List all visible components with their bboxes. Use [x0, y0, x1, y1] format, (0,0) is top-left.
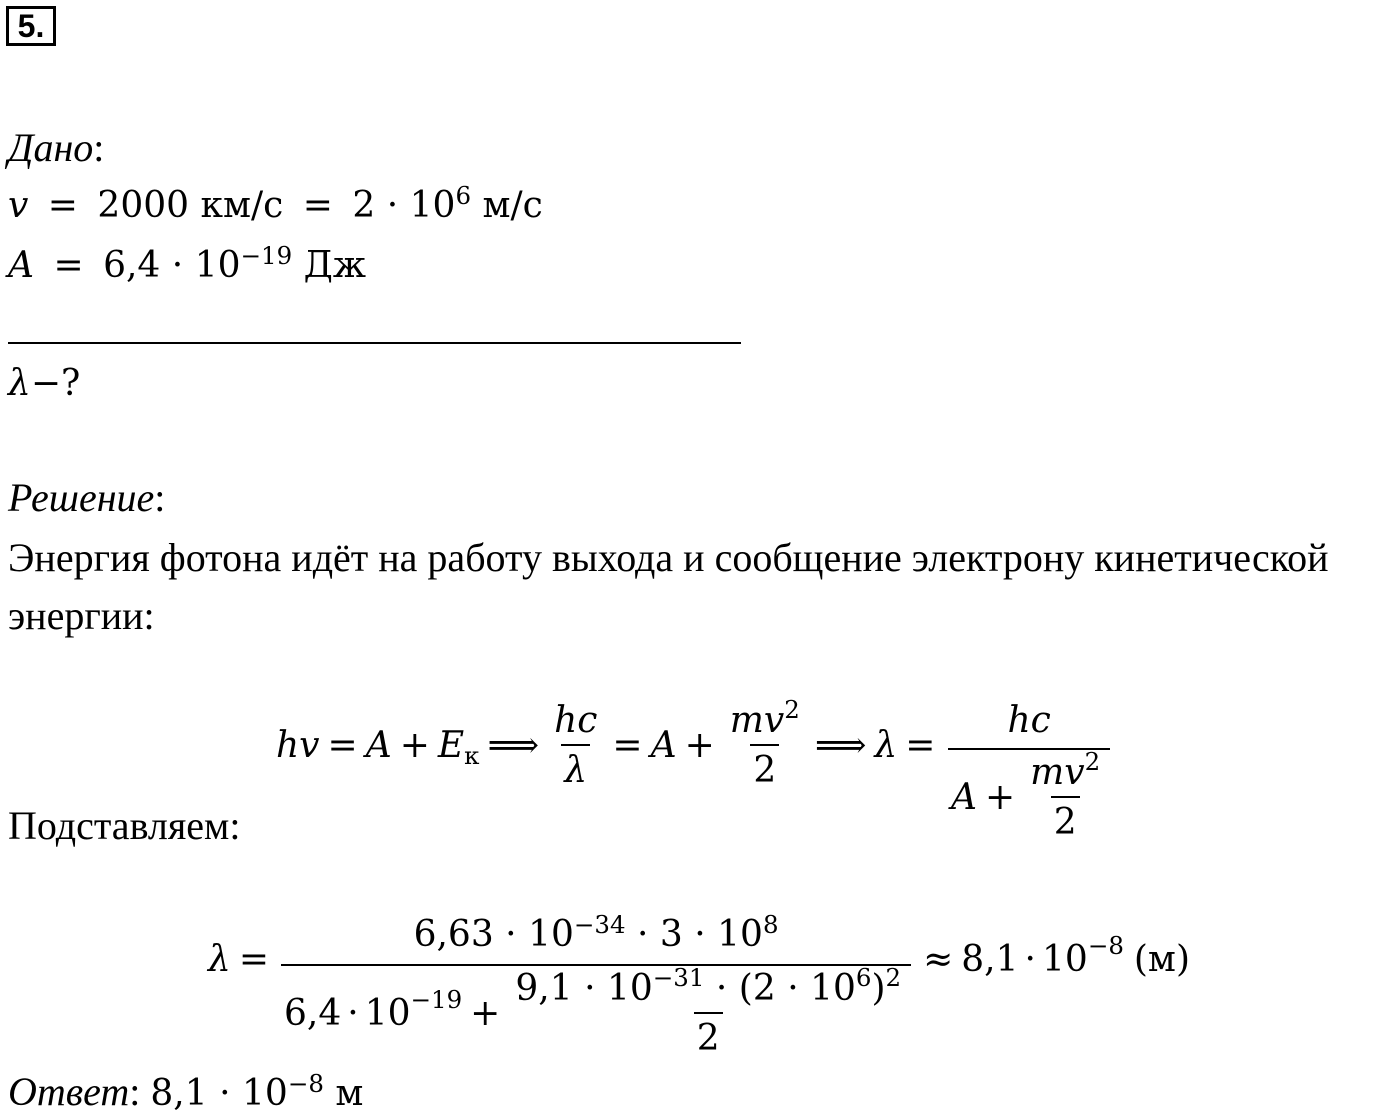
answer-line: Ответ: $8,1 \cdot 10^{-8}$ м [8, 1068, 364, 1114]
answer-value: $8,1 \cdot 10^{-8}$ м [150, 1068, 364, 1114]
given-divider [8, 342, 741, 344]
solution-heading: Решение: [8, 475, 166, 520]
problem-number: 5. [6, 6, 56, 46]
fraction-numeric-kinetic: $9,1 \cdot 10^{-31} \cdot (2 \cdot 10^6)^2$ 2 [515, 963, 902, 1059]
solution-text-line2: энергии: [8, 593, 155, 638]
fraction-numeric: $6,63 \cdot 10^{-34} \cdot 3 \cdot 10^8$ 6,4 · 10 $^{-19}$ + $9,1 \cdot 10^{-31} \cdot (2 \cdot 10^6)^2$ 2 [281, 916, 911, 1057]
given-work-function: $A = 6,4 \cdot 10^{-19}$ Дж [8, 240, 366, 286]
answer-heading: Ответ [8, 1069, 130, 1114]
fraction-kinetic-inner: $\frac{mv^2}{2}$ [1030, 747, 1101, 843]
given-heading: Дано: [8, 125, 105, 170]
find-unknown: λ−? [8, 363, 81, 404]
given-velocity: v = 2000 $км/с = 2 \cdot 10^6$ м/с [8, 180, 543, 226]
fraction-kinetic: $\frac{mv^2}{2}$ [729, 695, 800, 791]
photoeffect-formula: hv = A + $E_к$ ⟹ $\frac{hc}{\lambda}$ = A + $\frac{mv^2}{2}$ ⟹ λ = hc A + $\frac{mv^2}{2}$ [276, 650, 1115, 841]
fraction-lambda-solution: hc A + $\frac{mv^2}{2}$ [947, 702, 1110, 841]
solution-text-line1: Энергия фотона идёт на работу выхода и сообщение электрону кинетической [8, 535, 1329, 580]
substitute-label: Подставляем: [8, 803, 241, 848]
fraction-hc-over-lambda: $\frac{hc}{\lambda}$ [554, 699, 598, 791]
numeric-calculation: λ = $6,63 \cdot 10^{-34} \cdot 3 \cdot 10^8$ 6,4 · 10 $^{-19}$ + $9,1 \cdot 10^{-31} \cdot (2 \cdot 10^6)^2$ 2 ≈ 8,1 · 10 $^{-8}$ (м) [208, 909, 1190, 1059]
given-heading-label: Дано [8, 125, 94, 170]
